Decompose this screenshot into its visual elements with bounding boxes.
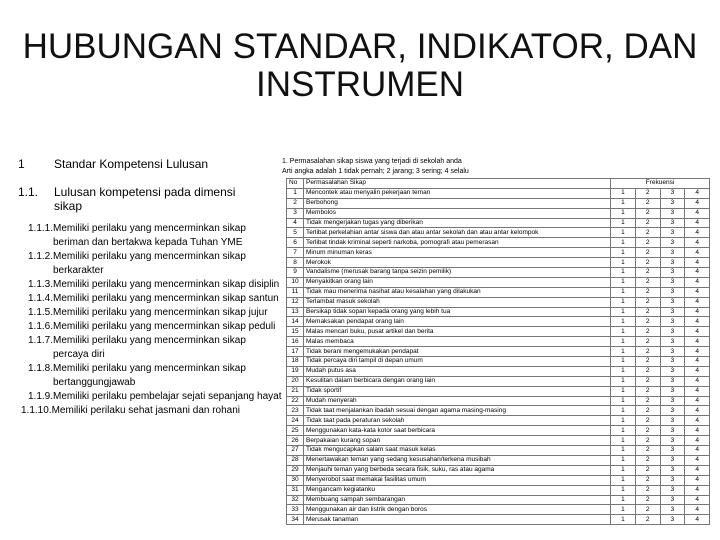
survey-frequency-option[interactable]: 3 xyxy=(660,465,685,475)
survey-frequency-option[interactable]: 2 xyxy=(635,515,660,525)
survey-row xyxy=(287,337,710,347)
survey-frequency-option[interactable]: 1 xyxy=(611,307,636,317)
indicator-text: Memiliki perilaku yang mencerminkan sikap xyxy=(53,335,246,346)
survey-frequency-option[interactable]: 1 xyxy=(611,208,636,218)
indicator-text-continued: percaya diri xyxy=(53,349,105,360)
survey-row-issue: Kesulitan dalam berbicara dengan orang lain xyxy=(304,376,611,386)
survey-row-issue: Malas membaca xyxy=(304,337,611,347)
survey-row-number: 14 xyxy=(287,317,304,327)
survey-row xyxy=(287,376,710,386)
section-sub xyxy=(18,185,278,213)
survey-frequency-option[interactable]: 2 xyxy=(635,238,660,248)
survey-row xyxy=(287,268,710,278)
survey-row-number: 34 xyxy=(287,515,304,525)
survey-frequency-option[interactable]: 4 xyxy=(685,198,710,208)
survey-frequency-option[interactable]: 3 xyxy=(660,337,685,347)
survey-row-number: 33 xyxy=(287,505,304,515)
survey-row-issue: Mudah putus asa xyxy=(304,366,611,376)
survey-row xyxy=(287,218,710,228)
survey-frequency-option[interactable]: 3 xyxy=(660,347,685,357)
survey-row xyxy=(287,515,710,525)
survey-frequency-option[interactable]: 4 xyxy=(685,357,710,367)
survey-row xyxy=(287,287,710,297)
survey-row-issue: Berpakaian kurang sopan xyxy=(304,436,611,446)
survey-frequency-option[interactable]: 1 xyxy=(611,436,636,446)
survey-frequency-option[interactable]: 1 xyxy=(611,366,636,376)
survey-row-issue: Vandalisme (merusak barang tanpa seizin pemilik) xyxy=(304,268,611,278)
survey-frequency-option[interactable]: 4 xyxy=(685,475,710,485)
slide-title xyxy=(0,28,720,104)
indicator-text: Memiliki perilaku yang mencerminkan sikap xyxy=(53,363,246,374)
survey-frequency-option[interactable]: 4 xyxy=(685,465,710,475)
survey-frequency-option[interactable]: 4 xyxy=(685,366,710,376)
survey-row-issue: Mudah menyerah xyxy=(304,396,611,406)
survey-frequency-option[interactable]: 4 xyxy=(685,347,710,357)
survey-row-number: 29 xyxy=(287,465,304,475)
indicator-text: Memiliki perilaku yang mencerminkan sikap peduli xyxy=(53,321,276,332)
survey-frequency-option[interactable]: 4 xyxy=(685,218,710,228)
section-label: Standar Kompetensi Lulusan xyxy=(54,157,209,171)
survey-frequency-option[interactable]: 2 xyxy=(635,248,660,258)
survey-frequency-option[interactable]: 2 xyxy=(635,505,660,515)
survey-row-issue: Minum minuman keras xyxy=(304,248,611,258)
survey-frequency-option[interactable]: 3 xyxy=(660,307,685,317)
survey-row-number: 15 xyxy=(287,327,304,337)
survey-row-issue: Menyerobot saat memakai fasilitas umum xyxy=(304,475,611,485)
survey-row-number: 25 xyxy=(287,426,304,436)
survey-row-number: 1 xyxy=(287,188,304,198)
survey-row-issue: Terlibat perkelahian antar siswa dan atau antar sekolah dan atau antar kelompok xyxy=(304,228,611,238)
survey-frequency-option[interactable]: 1 xyxy=(611,426,636,436)
survey-frequency-option[interactable]: 1 xyxy=(611,357,636,367)
survey-frequency-option[interactable]: 2 xyxy=(635,337,660,347)
survey-frequency-option[interactable]: 4 xyxy=(685,228,710,238)
survey-row xyxy=(287,307,710,317)
survey-frequency-option[interactable]: 3 xyxy=(660,475,685,485)
survey-frequency-option[interactable]: 3 xyxy=(660,218,685,228)
survey-row xyxy=(287,347,710,357)
survey-row xyxy=(287,208,710,218)
survey-scale-note: Arti angka adalah 1 tidak pernah; 2 jarang; 3 sering; 4 selalu xyxy=(282,168,469,175)
survey-frequency-option[interactable]: 4 xyxy=(685,307,710,317)
survey-frequency-option[interactable]: 4 xyxy=(685,446,710,456)
survey-frequency-option[interactable]: 4 xyxy=(685,317,710,327)
survey-frequency-option[interactable]: 4 xyxy=(685,188,710,198)
indicator-item xyxy=(28,222,313,250)
survey-row-issue: Malas mencari buku, pusat artikel dan berita xyxy=(304,327,611,337)
survey-frequency-option[interactable]: 4 xyxy=(685,416,710,426)
survey-frequency-option[interactable]: 3 xyxy=(660,327,685,337)
survey-row xyxy=(287,248,710,258)
survey-frequency-option[interactable]: 1 xyxy=(611,396,636,406)
survey-row-number: 30 xyxy=(287,475,304,485)
survey-frequency-option[interactable]: 3 xyxy=(660,366,685,376)
survey-frequency-option[interactable]: 2 xyxy=(635,198,660,208)
survey-row-issue: Tidak taat pada peraturan sekolah xyxy=(304,416,611,426)
subsection-number: 1.1. xyxy=(18,185,39,199)
survey-row xyxy=(287,258,710,268)
survey-row-number: 4 xyxy=(287,218,304,228)
header-no: No xyxy=(287,179,304,189)
survey-row-number: 8 xyxy=(287,258,304,268)
indicator-number: 1.1.3. xyxy=(28,279,54,290)
survey-row-number: 31 xyxy=(287,485,304,495)
indicator-number: 1.1.2. xyxy=(28,251,54,262)
survey-frequency-option[interactable]: 3 xyxy=(660,228,685,238)
survey-row xyxy=(287,357,710,367)
survey-row-issue: Terlibat tindak kriminal seperti narkoba, pornografi atau pemerasan xyxy=(304,238,611,248)
survey-frequency-option[interactable]: 3 xyxy=(660,426,685,436)
survey-row xyxy=(287,485,710,495)
survey-frequency-option[interactable]: 2 xyxy=(635,258,660,268)
survey-row-number: 28 xyxy=(287,455,304,465)
survey-row xyxy=(287,465,710,475)
survey-frequency-option[interactable]: 2 xyxy=(635,218,660,228)
survey-frequency-option[interactable]: 2 xyxy=(635,475,660,485)
indicator-item xyxy=(21,404,306,418)
survey-row-issue: Berbohong xyxy=(304,198,611,208)
survey-row-issue: Tidak mengerjakan tugas yang diberikan xyxy=(304,218,611,228)
survey-row-number: 2 xyxy=(287,198,304,208)
survey-frequency-option[interactable]: 1 xyxy=(611,317,636,327)
survey-frequency-option[interactable]: 1 xyxy=(611,495,636,505)
survey-frequency-option[interactable]: 1 xyxy=(611,406,636,416)
survey-frequency-option[interactable]: 4 xyxy=(685,485,710,495)
survey-row-number: 11 xyxy=(287,287,304,297)
indicator-number: 1.1.5. xyxy=(28,307,54,318)
survey-frequency-option[interactable]: 4 xyxy=(685,426,710,436)
survey-frequency-option[interactable]: 3 xyxy=(660,297,685,307)
survey-frequency-option[interactable]: 1 xyxy=(611,455,636,465)
survey-row-issue: Merokok xyxy=(304,258,611,268)
survey-row-number: 21 xyxy=(287,386,304,396)
survey-row-number: 23 xyxy=(287,406,304,416)
survey-row-issue: Tidak taat menjalankan ibadah sesuai dengan agama masing-masing xyxy=(304,406,611,416)
indicator-item xyxy=(28,320,313,334)
survey-frequency-option[interactable]: 1 xyxy=(611,376,636,386)
survey-frequency-option[interactable]: 2 xyxy=(635,327,660,337)
survey-frequency-option[interactable]: 3 xyxy=(660,416,685,426)
indicator-item xyxy=(28,292,313,306)
survey-row-issue: Mencontek atau menyalin pekerjaan teman xyxy=(304,188,611,198)
survey-frequency-option[interactable]: 1 xyxy=(611,228,636,238)
survey-row-issue: Tidak mengucapkan salam saat masuk kelas xyxy=(304,446,611,456)
survey-frequency-option[interactable]: 3 xyxy=(660,386,685,396)
survey-frequency-option[interactable]: 4 xyxy=(685,268,710,278)
survey-intro: 1. Permasalahan sikap siswa yang terjadi di sekolah anda xyxy=(282,158,462,165)
survey-row-number: 10 xyxy=(287,277,304,287)
survey-frequency-option[interactable]: 1 xyxy=(611,416,636,426)
survey-frequency-option[interactable]: 3 xyxy=(660,238,685,248)
survey-frequency-option[interactable]: 3 xyxy=(660,208,685,218)
survey-frequency-option[interactable]: 4 xyxy=(685,258,710,268)
survey-frequency-option[interactable]: 4 xyxy=(685,238,710,248)
survey-row-issue: Mengancam kegiatanku xyxy=(304,485,611,495)
section-standard xyxy=(18,157,209,171)
survey-row xyxy=(287,426,710,436)
survey-row-number: 27 xyxy=(287,446,304,456)
survey-row-number: 26 xyxy=(287,436,304,446)
indicator-text: Memiliki perilaku yang mencerminkan sikap xyxy=(53,251,246,262)
survey-row-issue: Menggunakan kata-kata kotor saat berbicara xyxy=(304,426,611,436)
survey-frequency-option[interactable]: 4 xyxy=(685,505,710,515)
survey-row-issue: Membuang sampah sembarangan xyxy=(304,495,611,505)
survey-row-number: 12 xyxy=(287,297,304,307)
survey-frequency-option[interactable]: 2 xyxy=(635,465,660,475)
survey-frequency-option[interactable]: 4 xyxy=(685,327,710,337)
survey-frequency-option[interactable]: 2 xyxy=(635,455,660,465)
survey-frequency-option[interactable]: 2 xyxy=(635,366,660,376)
indicator-text: Memiliki perilaku yang mencerminkan sikap santun xyxy=(53,293,279,304)
survey-frequency-option[interactable]: 3 xyxy=(660,198,685,208)
survey-row xyxy=(287,455,710,465)
survey-frequency-option[interactable]: 3 xyxy=(660,485,685,495)
survey-frequency-option[interactable]: 4 xyxy=(685,396,710,406)
survey-row xyxy=(287,297,710,307)
survey-row xyxy=(287,198,710,208)
survey-row-number: 18 xyxy=(287,357,304,367)
survey-frequency-option[interactable]: 3 xyxy=(660,268,685,278)
survey-frequency-option[interactable]: 4 xyxy=(685,277,710,287)
indicator-text: Memiliki perilaku sehat jasmani dan rohani xyxy=(51,405,241,416)
survey-row-issue: Membolos xyxy=(304,208,611,218)
survey-frequency-option[interactable]: 2 xyxy=(635,208,660,218)
survey-frequency-option[interactable]: 3 xyxy=(660,455,685,465)
survey-row xyxy=(287,366,710,376)
survey-frequency-option[interactable]: 3 xyxy=(660,258,685,268)
survey-frequency-option[interactable]: 1 xyxy=(611,188,636,198)
survey-frequency-option[interactable]: 2 xyxy=(635,376,660,386)
survey-row-number: 32 xyxy=(287,495,304,505)
slide-title-line1: HUBUNGAN STANDAR, INDIKATOR, DAN xyxy=(22,27,698,66)
survey-row xyxy=(287,277,710,287)
survey-frequency-option[interactable]: 2 xyxy=(635,317,660,327)
indicator-text: Memiliki perilaku yang mencerminkan sikap jujur xyxy=(53,307,268,318)
survey-row xyxy=(287,416,710,426)
survey-row xyxy=(287,396,710,406)
indicator-item xyxy=(28,390,313,404)
indicator-number: 1.1.7. xyxy=(28,335,54,346)
survey-frequency-option[interactable]: 1 xyxy=(611,347,636,357)
indicator-item xyxy=(28,250,313,278)
survey-frequency-option[interactable]: 1 xyxy=(611,515,636,525)
survey-frequency-option[interactable]: 4 xyxy=(685,248,710,258)
indicator-text-continued: bertanggungjawab xyxy=(53,377,136,388)
survey-frequency-option[interactable]: 3 xyxy=(660,436,685,446)
survey-frequency-option[interactable]: 2 xyxy=(635,188,660,198)
survey-row-number: 24 xyxy=(287,416,304,426)
survey-frequency-option[interactable]: 3 xyxy=(660,287,685,297)
indicator-number: 1.1.9. xyxy=(28,391,54,402)
survey-frequency-option[interactable]: 3 xyxy=(660,357,685,367)
survey-frequency-option[interactable]: 4 xyxy=(685,376,710,386)
survey-frequency-option[interactable]: 1 xyxy=(611,485,636,495)
survey-row-number: 16 xyxy=(287,337,304,347)
survey-row xyxy=(287,406,710,416)
survey-row-issue: Bersikap tidak sopan kepada orang yang lebih tua xyxy=(304,307,611,317)
survey-row-number: 7 xyxy=(287,248,304,258)
survey-row-number: 5 xyxy=(287,228,304,238)
survey-frequency-option[interactable]: 3 xyxy=(660,248,685,258)
survey-frequency-option[interactable]: 1 xyxy=(611,465,636,475)
survey-frequency-option[interactable]: 2 xyxy=(635,307,660,317)
survey-frequency-option[interactable]: 1 xyxy=(611,198,636,208)
subsection-label-line1: Lulusan kompetensi pada dimensi xyxy=(54,185,236,199)
survey-row-issue: Menjauhi teman yang berbeda secara fisik, suku, ras atau agama xyxy=(304,465,611,475)
survey-row-number: 3 xyxy=(287,208,304,218)
survey-frequency-option[interactable]: 3 xyxy=(660,317,685,327)
survey-frequency-option[interactable]: 4 xyxy=(685,297,710,307)
survey-row-number: 19 xyxy=(287,366,304,376)
survey-row-issue: Tidak mau menerima nasihat atau kesalahan yang dilakukan xyxy=(304,287,611,297)
survey-row-issue: Menyakitkan orang lain xyxy=(304,277,611,287)
survey-row xyxy=(287,446,710,456)
survey-row xyxy=(287,238,710,248)
survey-frequency-option[interactable]: 2 xyxy=(635,436,660,446)
survey-frequency-option[interactable]: 2 xyxy=(635,228,660,238)
survey-frequency-option[interactable]: 1 xyxy=(611,258,636,268)
survey-row-issue: Menggunakan air dan listrik dengan boros xyxy=(304,505,611,515)
survey-frequency-option[interactable]: 4 xyxy=(685,406,710,416)
survey-frequency-option[interactable]: 1 xyxy=(611,248,636,258)
survey-row-issue: Menertawakan teman yang sedang kesusahan/terkena musibah xyxy=(304,455,611,465)
indicator-number: 1.1.8. xyxy=(28,363,54,374)
survey-frequency-option[interactable]: 2 xyxy=(635,357,660,367)
survey-row xyxy=(287,505,710,515)
survey-row-issue: Merusak tanaman xyxy=(304,515,611,525)
survey-frequency-option[interactable]: 2 xyxy=(635,268,660,278)
indicator-number: 1.1.1. xyxy=(28,223,54,234)
survey-row xyxy=(287,228,710,238)
survey-frequency-option[interactable]: 2 xyxy=(635,287,660,297)
survey-row-issue: Tidak percaya diri tampil di depan umum xyxy=(304,357,611,367)
survey-frequency-option[interactable]: 1 xyxy=(611,287,636,297)
survey-frequency-option[interactable]: 2 xyxy=(635,396,660,406)
survey-frequency-option[interactable]: 1 xyxy=(611,268,636,278)
survey-frequency-option[interactable]: 4 xyxy=(685,208,710,218)
survey-row xyxy=(287,495,710,505)
survey-row-number: 13 xyxy=(287,307,304,317)
survey-frequency-option[interactable]: 1 xyxy=(611,475,636,485)
survey-frequency-option[interactable]: 4 xyxy=(685,515,710,525)
survey-frequency-option[interactable]: 2 xyxy=(635,485,660,495)
indicator-number: 1.1.10. xyxy=(21,405,52,416)
indicator-text: Memiliki perilaku pembelajar sejati sepanjang hayat xyxy=(53,391,282,402)
survey-row-issue: Terlambat masuk sekolah xyxy=(304,297,611,307)
survey-frequency-option[interactable]: 2 xyxy=(635,406,660,416)
survey-frequency-option[interactable]: 3 xyxy=(660,495,685,505)
survey-frequency-option[interactable]: 2 xyxy=(635,495,660,505)
survey-frequency-option[interactable]: 4 xyxy=(685,386,710,396)
survey-frequency-option[interactable]: 2 xyxy=(635,446,660,456)
survey-instrument xyxy=(282,156,714,523)
indicator-item xyxy=(28,334,313,362)
header-issue: Permasalahan Sikap xyxy=(304,179,611,189)
survey-frequency-option[interactable]: 3 xyxy=(660,277,685,287)
survey-frequency-option[interactable]: 1 xyxy=(611,327,636,337)
survey-frequency-option[interactable]: 1 xyxy=(611,386,636,396)
survey-frequency-option[interactable]: 4 xyxy=(685,436,710,446)
survey-frequency-option[interactable]: 4 xyxy=(685,455,710,465)
survey-row-issue: Tidak sportif xyxy=(304,386,611,396)
survey-frequency-option[interactable]: 3 xyxy=(660,515,685,525)
survey-row-issue: Memaksakan pendapat orang lain xyxy=(304,317,611,327)
survey-frequency-option[interactable]: 1 xyxy=(611,297,636,307)
survey-frequency-option[interactable]: 1 xyxy=(611,446,636,456)
survey-frequency-option[interactable]: 1 xyxy=(611,238,636,248)
indicator-text: Memiliki perilaku yang mencerminkan sikap xyxy=(53,223,246,234)
survey-row-number: 17 xyxy=(287,347,304,357)
indicator-item xyxy=(28,306,313,320)
survey-frequency-option[interactable]: 3 xyxy=(660,505,685,515)
survey-frequency-option[interactable]: 2 xyxy=(635,386,660,396)
subsection-label-line2: sikap xyxy=(54,199,83,213)
indicator-number: 1.1.6. xyxy=(28,321,54,332)
survey-row xyxy=(287,386,710,396)
survey-frequency-option[interactable]: 2 xyxy=(635,426,660,436)
survey-row xyxy=(287,475,710,485)
survey-frequency-option[interactable]: 1 xyxy=(611,218,636,228)
survey-frequency-option[interactable]: 4 xyxy=(685,287,710,297)
survey-frequency-option[interactable]: 1 xyxy=(611,277,636,287)
survey-frequency-option[interactable]: 2 xyxy=(635,416,660,426)
indicator-number: 1.1.4. xyxy=(28,293,54,304)
slide-title-line2: INSTRUMEN xyxy=(255,65,465,104)
survey-frequency-option[interactable]: 2 xyxy=(635,297,660,307)
survey-frequency-option[interactable]: 3 xyxy=(660,188,685,198)
survey-frequency-option[interactable]: 2 xyxy=(635,347,660,357)
survey-frequency-option[interactable]: 3 xyxy=(660,446,685,456)
survey-row-number: 6 xyxy=(287,238,304,248)
survey-frequency-option[interactable]: 3 xyxy=(660,396,685,406)
survey-frequency-option[interactable]: 3 xyxy=(660,406,685,416)
indicator-item xyxy=(28,278,313,292)
survey-row-issue: Tidak berani mengemukakan pendapat xyxy=(304,347,611,357)
survey-frequency-option[interactable]: 4 xyxy=(685,495,710,505)
survey-row xyxy=(287,327,710,337)
survey-row xyxy=(287,436,710,446)
survey-frequency-option[interactable]: 1 xyxy=(611,337,636,347)
survey-row-number: 9 xyxy=(287,268,304,278)
survey-frequency-option[interactable]: 1 xyxy=(611,505,636,515)
indicator-text: Memiliki perilaku yang mencerminkan sikap disiplin xyxy=(53,279,280,290)
survey-row xyxy=(287,188,710,198)
survey-row-number: 22 xyxy=(287,396,304,406)
survey-frequency-option[interactable]: 4 xyxy=(685,337,710,347)
indicator-item xyxy=(28,362,313,390)
survey-row xyxy=(287,317,710,327)
survey-table xyxy=(286,178,710,525)
survey-row-number: 20 xyxy=(287,376,304,386)
header-frequency: Frekuensi xyxy=(611,179,710,189)
survey-header-row xyxy=(287,179,710,189)
indicator-text-continued: beriman dan bertakwa kepada Tuhan YME xyxy=(53,237,243,248)
indicator-text-continued: berkarakter xyxy=(53,265,104,276)
survey-frequency-option[interactable]: 3 xyxy=(660,376,685,386)
section-number: 1 xyxy=(18,157,25,171)
survey-frequency-option[interactable]: 2 xyxy=(635,277,660,287)
